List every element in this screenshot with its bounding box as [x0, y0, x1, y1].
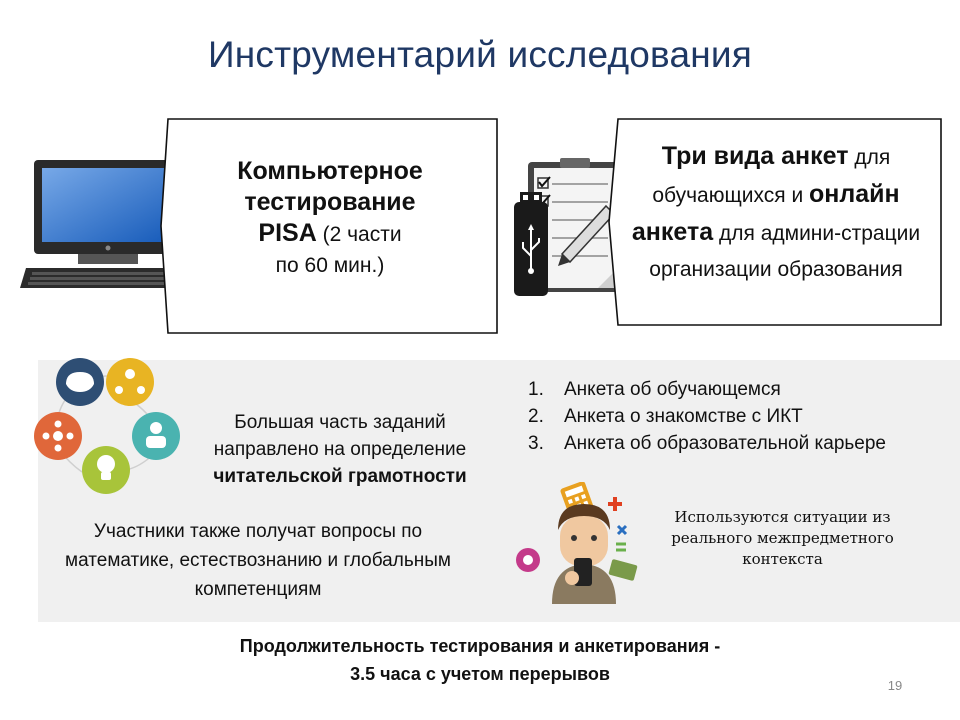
list-item-number: 2.: [528, 406, 544, 427]
usb-drive-icon: [514, 192, 548, 296]
duration-line-2: 3.5 часа с учетом перерывов: [350, 664, 610, 684]
surveys-bold-2: онлайн анкета: [631, 180, 900, 246]
questionnaires-list: [528, 376, 958, 457]
situations-text: Используются ситуации из реального межпредметного контекста: [671, 508, 894, 568]
reading-text-plain: Большая часть заданий направлено на определение: [213, 412, 467, 460]
list-item: [528, 376, 958, 403]
participants-text: Участники также получат вопросы по математике, естествознанию и глобальным компетенциям: [65, 521, 451, 600]
testing-line-2: тестирование: [244, 188, 416, 216]
duration-footer: [150, 632, 810, 688]
computer-testing-callout: [160, 118, 498, 334]
list-item-label: Анкета об образовательной карьере: [564, 433, 886, 454]
list-item: [528, 403, 958, 430]
pisa-label: PISA: [258, 219, 317, 247]
reading-literacy-text: [190, 409, 490, 490]
list-item-number: 3.: [528, 433, 544, 454]
surveys-text-2: для админи-страции организации образования: [649, 222, 921, 281]
surveys-text-1: для обучающихся и: [652, 146, 891, 207]
parts-label: (2 части: [316, 223, 402, 246]
testing-duration: по 60 мин.): [275, 254, 385, 277]
competencies-diagram: [30, 354, 190, 498]
list-item-label: Анкета об обучающемся: [564, 379, 781, 400]
student-phone-icon: [512, 482, 644, 604]
list-item: [528, 430, 958, 457]
page-number: 19: [887, 678, 903, 693]
surveys-callout: [608, 118, 942, 326]
clipboard-survey-icon: [508, 158, 620, 298]
list-item-number: 1.: [528, 379, 544, 400]
reading-text-bold: читательской грамотности: [213, 466, 467, 487]
surveys-bold-1: Три вида анкет: [661, 142, 849, 170]
testing-line-1: Компьютерное: [237, 157, 423, 185]
duration-line-1: Продолжительность тестирования и анкетирования -: [239, 636, 721, 656]
people-network-icon: [106, 358, 154, 406]
page-title: Инструментарий исследования: [207, 34, 752, 75]
list-item-label: Анкета о знакомстве с ИКТ: [564, 406, 803, 427]
